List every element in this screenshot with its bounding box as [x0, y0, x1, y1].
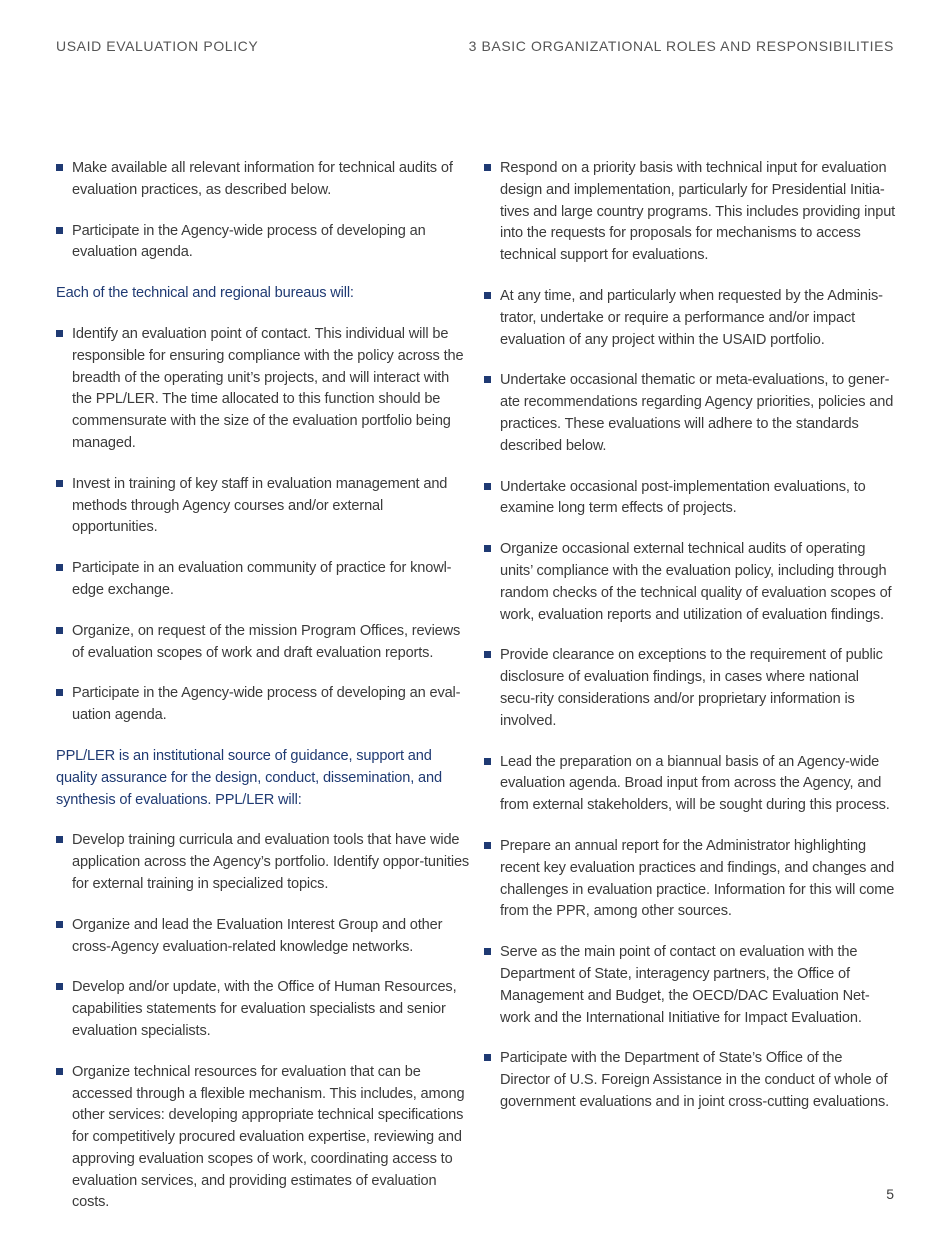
- list-item-text: Participate in an evaluation community of practice for knowl-edge exchange.: [72, 560, 452, 598]
- list-item: [56, 830, 470, 895]
- square-bullet-icon: [56, 836, 63, 843]
- list-item-text: Organize, on request of the mission Program Offices, reviews of evaluation scopes of work and draft evaluation reports.: [72, 622, 461, 661]
- square-bullet-icon: [56, 564, 63, 571]
- square-bullet-icon: [56, 689, 63, 696]
- list-item-text: Develop training curricula and evaluation tools that have wide application across the Agency’s portfolio. Identify oppor-tunities for external training in specialized topics.: [72, 832, 470, 892]
- list-item: [56, 558, 470, 602]
- list-item-text: Invest in training of key staff in evaluation management and methods through Agency courses and/or external opportunities.: [72, 475, 448, 536]
- list-item-text: Undertake occasional post-implementation evaluations, to examine long term effects of projects.: [500, 478, 866, 517]
- list-item-text: Serve as the main point of contact on evaluation with the Department of State, interagency partners, the Office of Management and Budget, the OECD/DAC Evaluation Net-work and the International Initiative for Impact Evaluation.: [500, 944, 870, 1026]
- list-item-text: Organize and lead the Evaluation Interest Group and other cross-Agency evaluation-related knowledge networks.: [72, 916, 443, 955]
- list-item: [484, 752, 896, 817]
- square-bullet-icon: [56, 983, 63, 990]
- right-column: [484, 158, 896, 1133]
- left-column: [56, 158, 470, 1233]
- list-item: [56, 621, 470, 665]
- running-header-title: USAID EVALUATION POLICY: [56, 38, 259, 54]
- square-bullet-icon: [56, 627, 63, 634]
- list-item: [56, 158, 470, 202]
- list-item: [56, 324, 470, 455]
- list-item-text: Participate in the Agency-wide process of developing an eval-uation agenda.: [72, 685, 461, 724]
- square-bullet-icon: [56, 330, 63, 337]
- square-bullet-icon: [56, 921, 63, 928]
- bureaus-heading: Each of the technical and regional bureaus will:: [56, 285, 354, 302]
- square-bullet-icon: [484, 651, 491, 658]
- square-bullet-icon: [56, 227, 63, 234]
- list-item: [56, 683, 470, 727]
- list-item: [484, 370, 896, 457]
- square-bullet-icon: [56, 164, 63, 171]
- list-item: [484, 477, 896, 521]
- list-item: [484, 1048, 896, 1113]
- square-bullet-icon: [484, 292, 491, 299]
- list-item: [484, 539, 896, 626]
- list-item-text: Participate in the Agency-wide process of developing an evaluation agenda.: [72, 222, 426, 261]
- square-bullet-icon: [56, 1068, 63, 1075]
- list-item-text: At any time, and particularly when requested by the Adminis-trator, undertake or require a performance and/or impact evaluation of any project within the USAID portfolio.: [500, 287, 883, 348]
- list-item-text: Prepare an annual report for the Administrator highlighting recent key evaluation practices and findings, and changes and challenges in evaluation practice. Information for this will come from the PPR, among other sources.: [500, 837, 895, 920]
- list-item: [56, 474, 470, 539]
- list-item: [484, 645, 896, 732]
- list-item: [484, 836, 896, 923]
- square-bullet-icon: [484, 948, 491, 955]
- list-item-text: Lead the preparation on a biannual basis of an Agency-wide evaluation agenda. Broad input from across the Agency, and from external stakeholders, will be sought during this process.: [500, 753, 890, 814]
- running-header-section: 3 BASIC ORGANIZATIONAL ROLES AND RESPONSIBILITIES: [468, 38, 894, 54]
- list-item-text: Identify an evaluation point of contact. This individual will be responsible for ensuring compliance with the policy across the breadth of the operating unit’s projects, and will interact with the PPL/LER. The time allocated to this function should be commensurate with the size of the evaluation portfolio being managed.: [72, 325, 464, 451]
- list-item: [484, 158, 896, 267]
- list-item: [56, 977, 470, 1042]
- square-bullet-icon: [56, 480, 63, 487]
- square-bullet-icon: [484, 758, 491, 765]
- list-item: [484, 942, 896, 1029]
- square-bullet-icon: [484, 376, 491, 383]
- list-item: [56, 221, 470, 265]
- square-bullet-icon: [484, 842, 491, 849]
- square-bullet-icon: [484, 545, 491, 552]
- list-item-text: Develop and/or update, with the Office of Human Resources, capabilities statements for evaluation specialists and senior evaluation specialists.: [72, 979, 457, 1039]
- list-item: [484, 286, 896, 351]
- list-item-text: Respond on a priority basis with technical input for evaluation design and implementation, particularly for Presidential Initia-tives and large country programs. This includes providing input into the requests for proposals for mechanisms to access technical support for evaluations.: [500, 160, 896, 264]
- list-item-text: Undertake occasional thematic or meta-evaluations, to gener-ate recommendations regarding Agency priorities, policies and practices. These evaluations will adhere to the standards described below.: [500, 372, 894, 454]
- list-item: [56, 915, 470, 959]
- square-bullet-icon: [484, 1054, 491, 1061]
- page-number: 5: [886, 1186, 894, 1202]
- square-bullet-icon: [484, 483, 491, 490]
- list-item-text: Participate with the Department of State’s Office of the Director of U.S. Foreign Assistance in the conduct of whole of government evaluations and in joint cross-cutting evaluations.: [500, 1050, 890, 1110]
- list-item-text: Organize occasional external technical audits of operating units’ compliance with the evaluation policy, including through random checks of the technical quality of evaluation scopes of work, evaluation reports and utilization of evaluation findings.: [500, 541, 892, 623]
- list-item-text: Provide clearance on exceptions to the requirement of public disclosure of evaluation findings, in cases where national secu-rity considerations and/or proprietary information is involved.: [500, 647, 883, 729]
- ppl-ler-heading: PPL/LER is an institutional source of guidance, support and quality assurance for the design, conduct, dissemination, and synthesis of evaluations. PPL/LER will:: [56, 747, 442, 808]
- list-item-text: Organize technical resources for evaluation that can be accessed through a flexible mechanism. This includes, among other services: developing appropriate technical specifications for competitively procured evaluation expertise, reviewing and approving evaluation scopes of work, coordinating access to evaluation services, and providing estimates of evaluation costs.: [72, 1063, 465, 1211]
- square-bullet-icon: [484, 164, 491, 171]
- list-item: [56, 1062, 470, 1215]
- list-item-text: Make available all relevant information for technical audits of evaluation practices, as described below.: [72, 160, 453, 198]
